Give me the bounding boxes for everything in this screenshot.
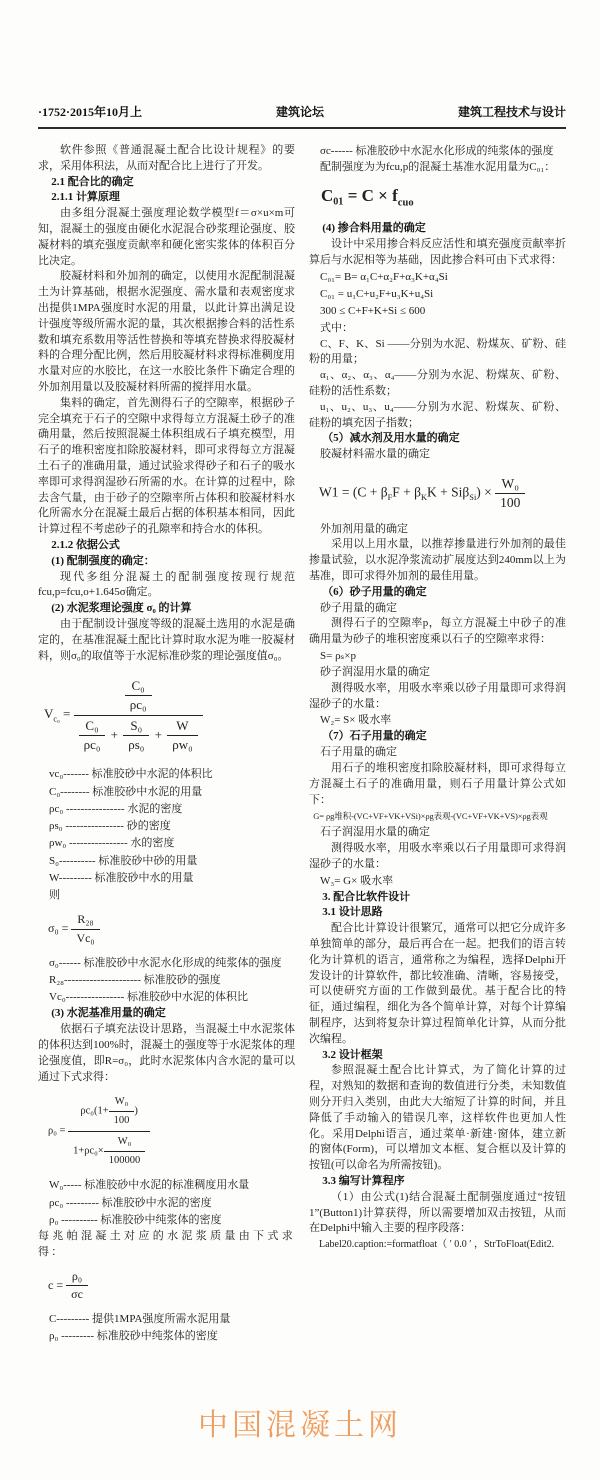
formula-subscript: K: [421, 493, 428, 503]
equals-sign: =: [53, 1277, 67, 1292]
paragraph-cfksi-definition: C、F、K、Si ——分别为水泥、粉煤灰、矿粉、硅粉的用量；: [309, 337, 566, 366]
formula-lhs: c: [48, 1277, 54, 1292]
formula-lhs: V: [44, 706, 54, 722]
formula-term: 100000: [108, 1154, 141, 1166]
formula-term: 1+ρc₀×: [73, 1145, 104, 1157]
symbol-definition: C₀-------- 标准胶砂中水泥的用量: [49, 785, 203, 798]
paragraph-cement-theory: 由于配制设计强度等级的混凝土选用的水泥是确定的，在基准混凝土配比计算时取水泥为唯一胶凝材料，则σ₀的取值等于水泥标准砂浆的理论强度值σ₀。: [38, 617, 295, 662]
symbol-definition: σc------ 标准胶砂中水泥水化形成的纯浆体的强度: [320, 145, 554, 157]
heading-3-1: 3.1 设计思路: [322, 906, 383, 919]
left-column: [38, 143, 295, 1346]
formula-lhs-subscript: c₀: [53, 714, 60, 724]
paragraph-intro: 软件参照《普通混凝土配合比设计规程》的要求，采用体积法，从而对配合比上进行了开发。: [38, 144, 295, 172]
heading-3: 3. 配合比软件设计: [322, 890, 411, 903]
paragraph-stone-wetting: 石子润湿用水量的确定: [320, 826, 430, 839]
symbol-then: 则: [49, 888, 60, 901]
paragraph-design-idea: 配合比计算设计很繁冗，通常可以把它分成许多单独简单的部分，最后再合在一起。把我们的语言转化为计算机的语言，通常称之为编程，选择Delphi开发设计的计算软件，都比较准确、清晰，容易接受，可以使研究方面的工作做到最优。基于配合比的特征，通过编程，细化为各个简单计算，对每个计算编制程序，达到将复杂计算过程简单化计算，从而分批次编程。: [309, 922, 566, 1045]
formula-line-stone: G= ρg堆积-(VC+VF+VK+VSi)×ρg表观-(VC+VF+VK+VS)×ρg表观: [313, 811, 548, 822]
paragraph-stone-calc: 用石子的堆积密度扣除胶凝材料，即可求得每立方混凝土石子的准确用量，则石子用量计算公式如下：: [309, 761, 566, 806]
plus-sign: +: [110, 727, 119, 743]
paragraph-sand-amount: 砂子用量的确定: [320, 601, 397, 614]
heading-item-4: (4) 掺合料用量的确定: [322, 222, 426, 235]
paragraph-aggregate: 集料的确定，首先测得石子的空隙率，根据砂子完全填充于石子的空隙中求得每立方混凝土砂子的准确用量，然后按照混凝土体积组成石子填充模型，用石子的堆积密度扣除胶凝材料，即可求得每立方混凝土石子的准确用量，通过试验求得砂子和石子的吸水率即可求得润湿砂石所需的水。在计算的过程中，除去含气量，由于砂子的空隙率所占体积和胶凝材料水化所需水分在混凝土最后占据的体积基本相同，因此计算过程不考虑砂子的孔隙率和持合水的体积。: [38, 396, 295, 536]
symbol-definition: ρ₀ --------- 标准胶砂中纯浆体的密度: [49, 1330, 218, 1343]
symbol-definition: vc₀------- 标准胶砂中水泥的体积比: [49, 768, 213, 781]
formula-term: Vc₀: [76, 930, 95, 945]
paragraph-u-definition: u₁、u₂、u₃、u₄——分别为水泥、粉煤灰、矿粉、硅粉的填充因子指数；: [309, 400, 566, 429]
page-header: [38, 103, 566, 120]
equals-sign: =: [58, 921, 72, 936]
formula-term: ρ₀: [66, 1268, 88, 1287]
heading-2-1-1: 2.1.1 计算原理: [51, 191, 120, 204]
symbol-definition: σ₀------ 标准胶砂中水泥水化形成的纯浆体的强度: [49, 956, 282, 969]
formula-term: K + Siβ: [427, 484, 470, 500]
formula-term: S₀: [123, 717, 149, 736]
equals-sign: =: [59, 706, 74, 722]
symbol-definition: W--------- 标准胶砂中水的用量: [49, 871, 194, 884]
paragraph-base-cement: 依据石子填充法设计思路，当混凝土中水泥浆体的体积达到100%时，混凝土的强度等于水泥浆体的理论强度值，即R=σ₀，此时水泥浆体内含水泥的量可以通过下式求得：: [38, 1023, 295, 1083]
formula-term: W₀: [104, 1133, 146, 1152]
heading-2-1: 2.1 配合比的确定: [51, 175, 134, 188]
formula-lhs: σ₀: [48, 921, 59, 936]
formula-line-alpha: C₀₁= B= α₁C+α₂F+α₃K+α₄Si: [320, 270, 448, 283]
fraction-s: [123, 717, 149, 754]
header-rule: [38, 127, 566, 129]
formula-c-cement-per-mpa: [48, 1268, 295, 1305]
formula-term: C₀₁ = C × f: [321, 186, 398, 205]
heading-item-1: (1) 配制强度的确定：: [51, 554, 155, 567]
formula-sigma0-strength: [48, 911, 295, 948]
formula-c01-base-cement: [321, 188, 566, 211]
heading-item-3: (3) 水泥基准用量的确定: [51, 1007, 166, 1020]
formula-term: C₀: [125, 677, 152, 696]
paragraph-stone-wetting-calc: 测得吸水率，用吸水率乘以石子用量即可求得润湿砂子的水量：: [309, 842, 566, 870]
fraction: [66, 1268, 88, 1305]
heading-3-2: 3.2 设计框架: [322, 1048, 383, 1061]
heading-2-1-2: 2.1.2 依据公式: [51, 538, 120, 551]
paragraph-c01-lead: 配制强度为为fcu,p的混凝土基准水泥用量为C₀₁：: [320, 161, 556, 174]
fraction-inner: [104, 1133, 146, 1170]
symbol-definition: S₀---------- 标准胶砂中砂的用量: [49, 854, 198, 867]
fraction-c: [79, 717, 106, 754]
symbol-definition: ρ₀ ---------- 标准胶砂中纯浆体的密度: [49, 1213, 222, 1226]
header-journal-title: 建筑工程技术与设计: [457, 105, 566, 119]
paragraph-binder: 胶凝材料和外加剂的确定，以使用水泥配制混凝土为计算基础，根据水泥强度、需水量和表观密度求出提供1MPA强度时水泥的用量，以此计算出满足设计强度等级所需水泥的量，其次根据掺合料的活性系数和填充系数用等活性替换和等填充替换求得胶凝材料的合理分配比例，然后用胶凝材料求得标准稠度用水量对应的水胶比，在这一水胶比条件下确定合理的外加剂用量以及胶凝材料所需的搅拌用水量。: [38, 270, 295, 393]
paragraph-strength-model: 由多组分混凝土强度理论数学模型f＝σ×u×m可知，混凝土的强度由硬化水泥混合砂浆理论强度、胶凝材料的填充强度贡献率和硬化密实浆体的体积百分比决定。: [38, 207, 295, 267]
paragraph-sand-wetting-calc: 测得吸水率，用吸水率乘以砂子用量即可求得润湿砂子的水量：: [309, 681, 566, 710]
fraction-main: [68, 1092, 150, 1170]
formula-term: ρc₀: [129, 697, 147, 713]
symbol-definition: ρc₀ ---------------- 水泥的密度: [49, 802, 183, 815]
formula-term: C₀: [79, 717, 106, 736]
paragraph-admixture-basis: 设计中采用掺合料反应活性和填充强度贡献率折算后与水泥相等为基础，因此掺合料可由下式求得：: [309, 237, 566, 266]
paragraph-sand-wetting: 砂子润湿用水量的确定: [320, 665, 430, 678]
formula-w1-water: [319, 475, 566, 512]
heading-item-5: （5）减水剂及用水量的确定: [322, 432, 460, 445]
paragraph-programming: （1）由公式(1)结合混凝土配制强度通过“按钮1”(Button1)计算获得，所以需要增加双击按钮，从而在Delphi中输入主要的程序段落：: [309, 1190, 566, 1235]
symbol-definition: ρs₀ ---------------- 砂的密度: [49, 820, 171, 833]
fraction-main: [74, 676, 203, 754]
formula-term: 100: [113, 1115, 130, 1127]
symbol-definition: R₂₈--------------------- 标准胶砂的强度: [49, 973, 221, 986]
formula-vc0-volume-ratio: [44, 676, 295, 754]
paragraph-framework: 参照混凝土配合比计算式，为了简化计算的过程，对熟知的数据和查询的数值进行分类，未知数值则分开归入类别，由此大大缩短了计算的时间，并且降低了手动输入的错误几率，这样软件也更加人性化。采用Delphi语言，通过菜单·新建·窗体，建立新的窗体(Form)，可以增加文本框、复合框以及计算的按钮(可以命名为所需按钮)。: [309, 1064, 566, 1172]
formula-subscript: Si: [469, 493, 477, 503]
paragraph-alpha-definition: α₁、α₂、α₃、α₄——分别为水泥、粉煤灰、矿粉、硅粉的活性系数；: [309, 369, 566, 397]
symbol-definition: Vc₀---------------- 标准胶砂中水泥的体积比: [49, 991, 249, 1004]
header-section-title: 建筑论坛: [275, 105, 324, 119]
formula-term: ρc₀: [83, 736, 101, 752]
formula-line-w2: W₂= S× 吸水率: [320, 714, 392, 727]
heading-item-6: （6）砂子用量的确定: [322, 585, 427, 598]
formula-subscript: F: [387, 493, 393, 503]
formula-term: F + β: [392, 484, 421, 500]
code-line-delphi: Label20.caption:=formatfloat（ ′ 0.0 ′ ，StrToFloat(Edit2.: [319, 1239, 555, 1251]
formula-line-u: C₀₁ = u₁C+u₂F+u₃K+u₄Si: [320, 287, 434, 300]
formula-line-range: 300 ≤ C+F+K+Si ≤ 600: [320, 304, 426, 317]
formula-term: W₀: [495, 475, 525, 494]
plus-sign: +: [154, 727, 162, 743]
formula-term: ρs₀: [128, 736, 145, 752]
formula-term: 100: [500, 494, 521, 510]
fraction-inner: [109, 1093, 135, 1130]
formula-term: R₂₈: [71, 911, 99, 930]
fraction: [495, 475, 525, 512]
right-column: [309, 143, 566, 1346]
fraction-w: [167, 717, 197, 754]
formula-where-label: 式中：: [320, 321, 353, 334]
equals-sign: =: [56, 1125, 69, 1137]
paragraph-stone-amount: 石子用量的确定: [320, 746, 397, 759]
formula-term: ρw₀: [172, 736, 193, 752]
formula-term: ): [134, 1106, 138, 1117]
formula-term: σc: [71, 1287, 83, 1302]
heading-item-7: （7）石子用量的确定: [322, 730, 427, 743]
heading-3-3: 3.3 编写计算程序: [322, 1175, 405, 1188]
formula-term: W₀: [109, 1093, 135, 1112]
heading-item-2: (2) 水泥浆理论强度 σ₀ 的计算: [51, 602, 192, 615]
symbol-definition: W₀----- 标准胶砂中水泥的标准稠度用水量: [49, 1179, 250, 1192]
paragraph-per-mpa: 每兆帕混凝土对应的水泥浆质量由下式求得：: [38, 1230, 295, 1258]
formula-line-w3: W₃= G× 吸水率: [320, 874, 394, 887]
site-watermark: 中国混凝土网: [198, 1409, 402, 1442]
symbol-definition: ρw₀ ---------------- 水的密度: [49, 837, 175, 850]
formula-term: W1 = (C + β: [319, 484, 388, 500]
symbol-definition: ρc₀ --------- 标准胶砂中水泥的密度: [49, 1196, 212, 1209]
formula-term: W: [167, 717, 197, 736]
paragraph-admixture-amount: 外加剂用量的确定: [320, 522, 408, 535]
paragraph-sand-calc: 测得石子的空隙率p，每立方混凝土中砂子的准确用量为砂子的堆积密度乘以石子的空隙率求得：: [309, 617, 566, 646]
formula-term: ) ×: [476, 484, 496, 500]
paragraph-design-strength: 现代多组分混凝土的配制强度按现行规范fcu,p=fcu,o+1.645σ确定。: [38, 570, 295, 599]
article-body: [38, 143, 566, 1346]
paragraph-admixture-test: 采用以上用水量，以推荐掺量进行外加剂的最佳掺量试验，以水泥净浆流动扩展度达到240mm以上为基准，即可求得外加剂的最佳用量。: [309, 538, 566, 582]
fraction-top: [125, 677, 152, 714]
symbol-definition: C--------- 提供1MPA强度所需水泥用量: [49, 1313, 231, 1326]
formula-subscript: cuo: [397, 197, 414, 209]
formula-line-sand: S= ρₛ×p: [320, 649, 356, 662]
formula-lhs: ρ₀: [48, 1125, 57, 1137]
header-page-number: ·1752·2015年10月上: [38, 105, 143, 119]
paragraph-water-demand: 胶凝材料需水量的确定: [320, 448, 430, 461]
formula-term: ρc₀(1+: [80, 1106, 109, 1117]
fraction: [71, 911, 99, 948]
formula-rho0-density: [48, 1092, 295, 1170]
